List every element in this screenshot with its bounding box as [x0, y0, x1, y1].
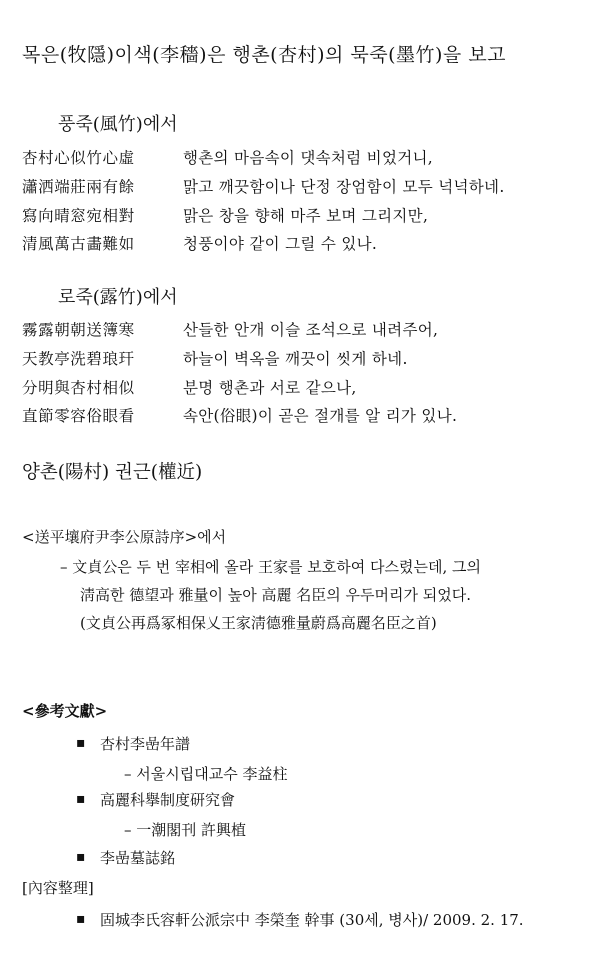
poem2-hanja-line-4: 直節零容俗眼看 — [22, 407, 135, 425]
poem2-hanja-line-2: 天教亭洗碧琅玕 — [22, 350, 135, 368]
poem1-hanja-line-1: 杏村心似竹心虛 — [22, 149, 135, 167]
arrangement-item: 固城李氏容軒公派宗中 李榮奎 幹事 (30세, 병사)/ 2009. 2. 17. — [100, 911, 524, 929]
reference-item-1-detail: – 서울시립대교수 李益柱 — [124, 765, 288, 783]
section-heading-pungjuk: 풍죽(風竹)에서 — [58, 114, 178, 135]
bullet-icon: ▪ — [76, 911, 86, 927]
poem2-korean-line-1: 산들한 안개 이슬 조석으로 내려주어, — [183, 321, 439, 339]
arrangement-heading: [內容整理] — [22, 879, 94, 897]
reference-item-1: 杏村李嵒年譜 — [100, 735, 191, 753]
section-heading-yangchon: 양촌(陽村) 권근(權近) — [22, 462, 203, 483]
paragraph-line-3-hanja: (文貞公再爲冢相保乂王家淸德雅量蔚爲高麗名臣之首) — [80, 614, 437, 632]
poem1-korean-line-3: 맑은 창을 향해 마주 보며 그리지만, — [183, 207, 429, 225]
references-heading: <參考文獻> — [22, 702, 108, 720]
poem2-korean-line-4: 속안(俗眼)이 곧은 절개를 알 리가 있나. — [183, 407, 458, 425]
reference-item-2: 高麗科擧制度研究會 — [100, 791, 236, 809]
reference-item-2-detail: – 一潮閣刊 許興植 — [124, 821, 247, 839]
poem1-hanja-line-4: 清風萬古畵難如 — [22, 235, 135, 253]
source-citation: <送平壤府尹李公原詩序>에서 — [22, 528, 227, 546]
reference-item-3: 李嵒墓誌銘 — [100, 849, 176, 867]
document-title: 목은(牧隱)이색(李穡)은 행촌(杏村)의 묵죽(墨竹)을 보고 — [22, 44, 507, 66]
poem1-korean-line-1: 행촌의 마음속이 댓속처럼 비었거니, — [183, 149, 434, 167]
poem2-korean-line-2: 하늘이 벽옥을 깨끗이 씻게 하네. — [183, 350, 408, 368]
section-heading-rojuk: 로죽(露竹)에서 — [58, 287, 178, 308]
paragraph-line-2: 淸高한 德望과 雅量이 높아 高麗 名臣의 우두머리가 되었다. — [80, 586, 472, 604]
poem1-korean-line-2: 맑고 깨끗함이나 단정 장엄함이 모두 넉넉하네. — [183, 178, 505, 196]
bullet-icon: ▪ — [76, 791, 86, 807]
paragraph-line-1: – 文貞公은 두 번 宰相에 올라 王家를 보호하여 다스렸는데, 그의 — [60, 558, 482, 576]
poem2-hanja-line-3: 分明與杏村相似 — [22, 379, 135, 397]
poem1-hanja-line-2: 瀟洒端莊兩有餘 — [22, 178, 135, 196]
poem2-hanja-line-1: 霧露朝朝送簿寒 — [22, 321, 135, 339]
bullet-icon: ▪ — [76, 735, 86, 751]
bullet-icon: ▪ — [76, 849, 86, 865]
poem1-hanja-line-3: 寫向晴窓宛相對 — [22, 207, 135, 225]
poem1-korean-line-4: 청풍이야 같이 그릴 수 있나. — [183, 235, 378, 253]
poem2-korean-line-3: 분명 행촌과 서로 같으나, — [183, 379, 357, 397]
